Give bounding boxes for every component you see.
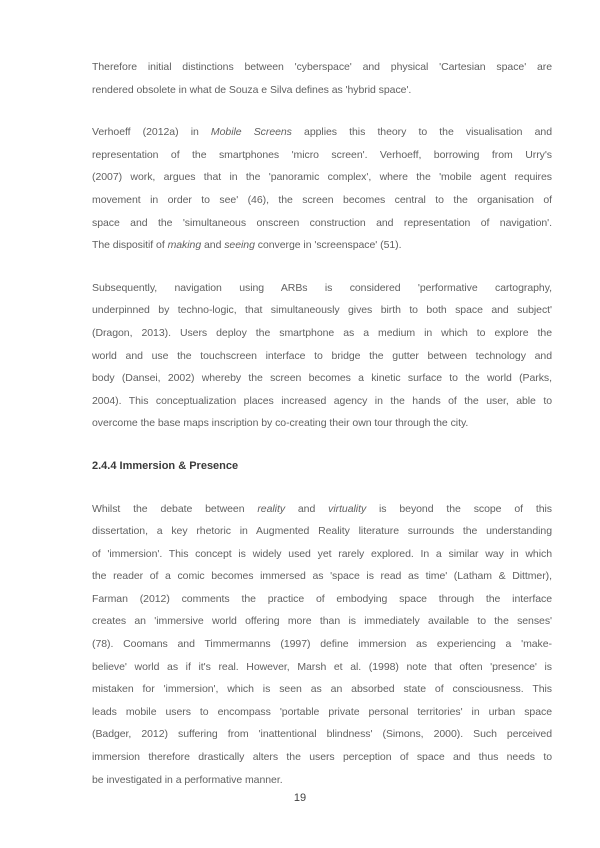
text-line	[92, 189, 552, 212]
text-line	[92, 678, 552, 701]
text-line	[92, 322, 552, 345]
text-line	[92, 723, 552, 746]
text-segment: Verhoeff (2012a) in	[92, 126, 211, 139]
text-segment: converge in 'screenspace' (51).	[254, 239, 402, 252]
text-line	[92, 588, 552, 611]
text-segment: Therefore initial distinctions between 'cyberspace' and physical 'Cartesian space' are	[92, 61, 552, 73]
text-segment: the reader of a comic becomes immersed as 'space is read as time' (Latham & Dittmer),	[92, 570, 552, 583]
text-segment: underpinned by techno-logic, that simultaneously gives birth to both space and subject'	[92, 304, 552, 317]
paragraph	[92, 121, 552, 257]
text-segment: dissertation, a key rhetoric in Augmented Reality literature surrounds the understanding	[92, 525, 552, 538]
text-line	[92, 166, 552, 189]
text-line	[92, 701, 552, 724]
text-line	[92, 277, 552, 300]
text-line	[92, 565, 552, 588]
italic-text-segment: virtuality	[328, 502, 367, 515]
paragraph	[92, 277, 552, 435]
text-segment: (78). Coomans and Timmermanns (1997) define immersion as experiencing a 'make-	[92, 638, 552, 651]
text-line	[92, 390, 552, 413]
page-number: 19	[293, 792, 307, 804]
text-line	[92, 299, 552, 322]
text-line	[92, 498, 552, 521]
text-segment: overcome the base maps inscription by co-creating their own tour through the city.	[92, 417, 469, 430]
text-segment: space and the 'simultaneous onscreen construction and representation of navigation'.	[92, 216, 552, 229]
text-line	[92, 234, 552, 257]
text-segment: (2007) work, argues that in the 'panoramic complex', where the 'mobile agent requires	[92, 171, 552, 184]
text-line	[92, 56, 552, 79]
text-segment: immersion therefore drastically alters the users perception of space and thus needs to	[92, 751, 552, 764]
text-segment: of 'immersion'. This concept is widely used yet rarely explored. In a similar way in which	[92, 547, 552, 560]
text-line	[92, 656, 552, 679]
text-segment: leads mobile users to encompass 'portable private personal territories' in urban space	[92, 705, 552, 718]
text-line	[92, 746, 552, 769]
text-segment: and	[285, 502, 329, 515]
text-segment: The dispositif of	[92, 239, 168, 252]
text-segment: rendered obsolete in what de Souza e Silva defines as 'hybrid space'.	[92, 83, 412, 96]
text-segment: Farman (2012) comments the practice of embodying space through the interface	[92, 592, 552, 605]
text-segment: body (Dansei, 2002) whereby the screen becomes a kinetic surface to the world (Parks,	[92, 372, 552, 385]
text-line	[92, 633, 552, 656]
text-segment: Subsequently, navigation using ARBs is considered 'performative cartography,	[92, 281, 552, 294]
text-segment: movement in order to see' (46), the screen becomes central to the organisation of	[92, 193, 552, 206]
text-segment: be investigated in a performative manner.	[92, 773, 283, 786]
text-segment: and	[201, 239, 225, 252]
text-segment: creates an 'immersive world offering more than is immediately available to the senses'	[92, 615, 552, 628]
text-segment: 2004). This conceptualization places increased agency in the hands of the user, able to	[92, 394, 552, 407]
italic-text-segment: seeing	[224, 239, 255, 252]
text-line	[92, 367, 552, 390]
document-body	[92, 56, 552, 811]
text-line	[92, 543, 552, 566]
paragraph	[92, 56, 552, 101]
text-segment: Whilst the debate between	[92, 502, 258, 515]
text-line	[92, 412, 552, 435]
text-line	[92, 610, 552, 633]
text-segment: believe' world as if it's real. However, Marsh et al. (1998) note that often 'presence' is	[92, 660, 552, 673]
text-line	[92, 79, 552, 102]
text-segment: representation of the smartphones 'micro screen'. Verhoeff, borrowing from Urry's	[92, 148, 552, 161]
text-segment: (Badger, 2012) suffering from 'inattentional blindness' (Simons, 2000). Such perceived	[92, 728, 552, 741]
text-line	[92, 520, 552, 543]
text-line	[92, 345, 552, 368]
text-segment: applies this theory to the visualisation and	[291, 126, 552, 139]
italic-text-segment: making	[167, 239, 202, 252]
section-heading: 2.4.4 Immersion & Presence	[92, 459, 239, 472]
text-line	[92, 144, 552, 167]
text-segment: is beyond the scope of this	[366, 502, 552, 515]
text-segment: (Dragon, 2013). Users deploy the smartphone as a medium in which to explore the	[92, 326, 552, 339]
italic-text-segment: Mobile Screens	[210, 126, 292, 139]
text-line	[92, 121, 552, 144]
text-line	[92, 212, 552, 235]
italic-text-segment: reality	[257, 502, 286, 515]
paragraph	[92, 498, 552, 792]
text-segment: mistaken for 'immersion', which is seen as an absorbed state of consciousness. This	[92, 683, 552, 696]
text-segment: world and use the touchscreen interface to bridge the gutter between technology and	[92, 349, 552, 362]
text-line	[92, 769, 552, 792]
